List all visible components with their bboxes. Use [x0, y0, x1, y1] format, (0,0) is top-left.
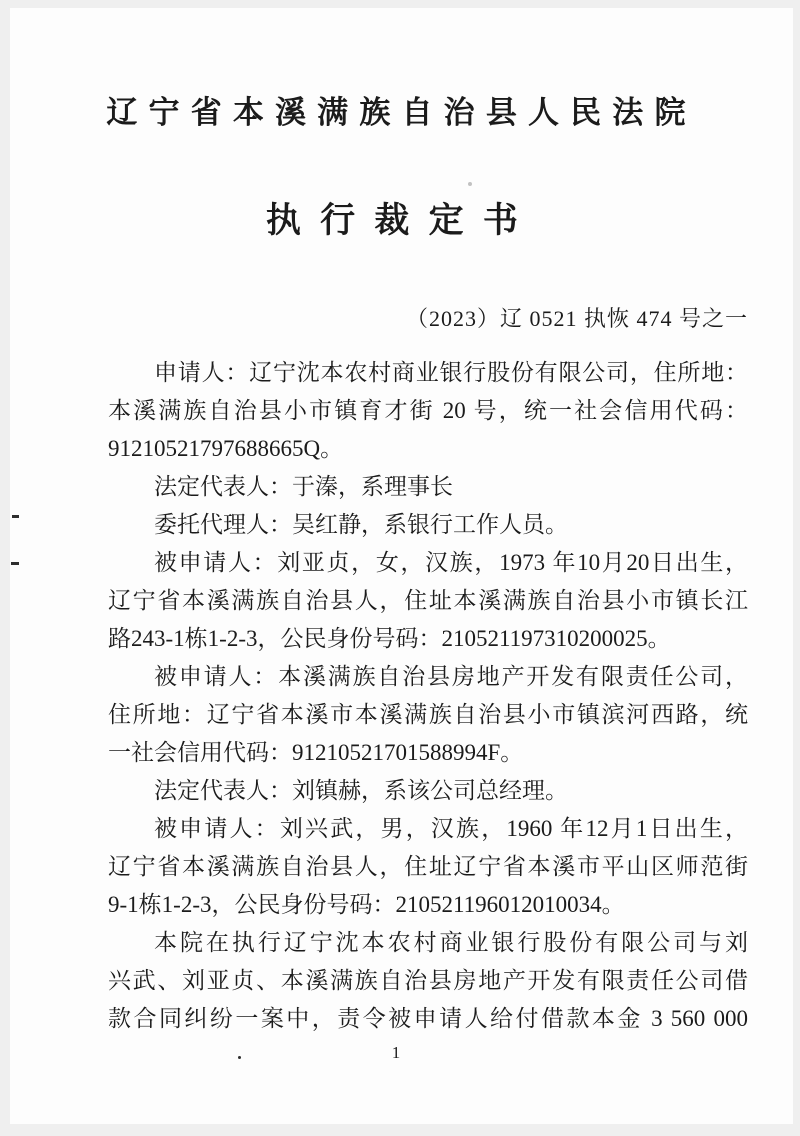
- court-name-heading: 辽宁省本溪满族自治县人民法院: [106, 95, 697, 130]
- case-number: （2023）辽 0521 执恢 474 号之一: [405, 306, 748, 331]
- body-line: 一社会信用代码：91210521701588994F。: [108, 740, 524, 765]
- body-line: 住所地：辽宁省本溪市本溪满族自治县小市镇滨河西路，统: [108, 702, 748, 727]
- scan-artifact-speck: [468, 182, 472, 186]
- body-line: 9-1栋1-2-3，公民身份号码：210521196012010034。: [108, 892, 625, 917]
- body-line: 91210521797688665Q。: [108, 436, 344, 461]
- body-line: 被申请人：刘亚贞，女，汉族，1973 年10月20日出生，: [154, 550, 748, 575]
- body-line: 法定代表人：于溱，系理事长: [154, 474, 453, 499]
- scan-artifact-mark: [12, 515, 19, 518]
- paragraph: [108, 468, 748, 506]
- body-line: 辽宁省本溪满族自治县人，住址辽宁省本溪市平山区师范街: [108, 854, 748, 879]
- paragraph: [108, 810, 748, 924]
- body-line: 路243-1栋1-2-3，公民身份号码：210521197310200025。: [108, 626, 671, 651]
- body-line: 兴武、刘亚贞、本溪满族自治县房地产开发有限责任公司借: [108, 968, 748, 993]
- scan-artifact-speck: [238, 1056, 241, 1059]
- body-line: 法定代表人：刘镇赫，系该公司总经理。: [154, 778, 568, 803]
- body-line: 被申请人：本溪满族自治县房地产开发有限责任公司，: [154, 664, 748, 689]
- paragraph: [108, 506, 748, 544]
- paragraph: [108, 658, 748, 772]
- body-line: 委托代理人：吴红静，系银行工作人员。: [154, 512, 568, 537]
- document-page: [10, 8, 793, 1124]
- paragraph: [108, 772, 748, 810]
- body-line: 款合同纠纷一案中，责令被申请人给付借款本金 3 560 000: [108, 1006, 748, 1031]
- paragraph: [108, 354, 748, 468]
- paragraph: [108, 544, 748, 658]
- body-line: 被申请人：刘兴武，男，汉族，1960 年12月1日出生，: [154, 816, 748, 841]
- document-body: [108, 354, 748, 1038]
- text-column: [108, 304, 748, 1064]
- body-line: 申请人：辽宁沈本农村商业银行股份有限公司，住所地：: [154, 360, 748, 385]
- body-line: 本院在执行辽宁沈本农村商业银行股份有限公司与刘: [154, 930, 748, 955]
- scan-artifact-mark: [11, 562, 19, 565]
- document-title: 执行裁定书: [265, 201, 538, 240]
- body-line: 辽宁省本溪满族自治县人，住址本溪满族自治县小市镇长江: [108, 588, 748, 613]
- page-number: 1: [391, 1043, 401, 1062]
- paragraph: [108, 924, 748, 1038]
- body-line: 本溪满族自治县小市镇育才街 20 号，统一社会信用代码：: [108, 398, 748, 423]
